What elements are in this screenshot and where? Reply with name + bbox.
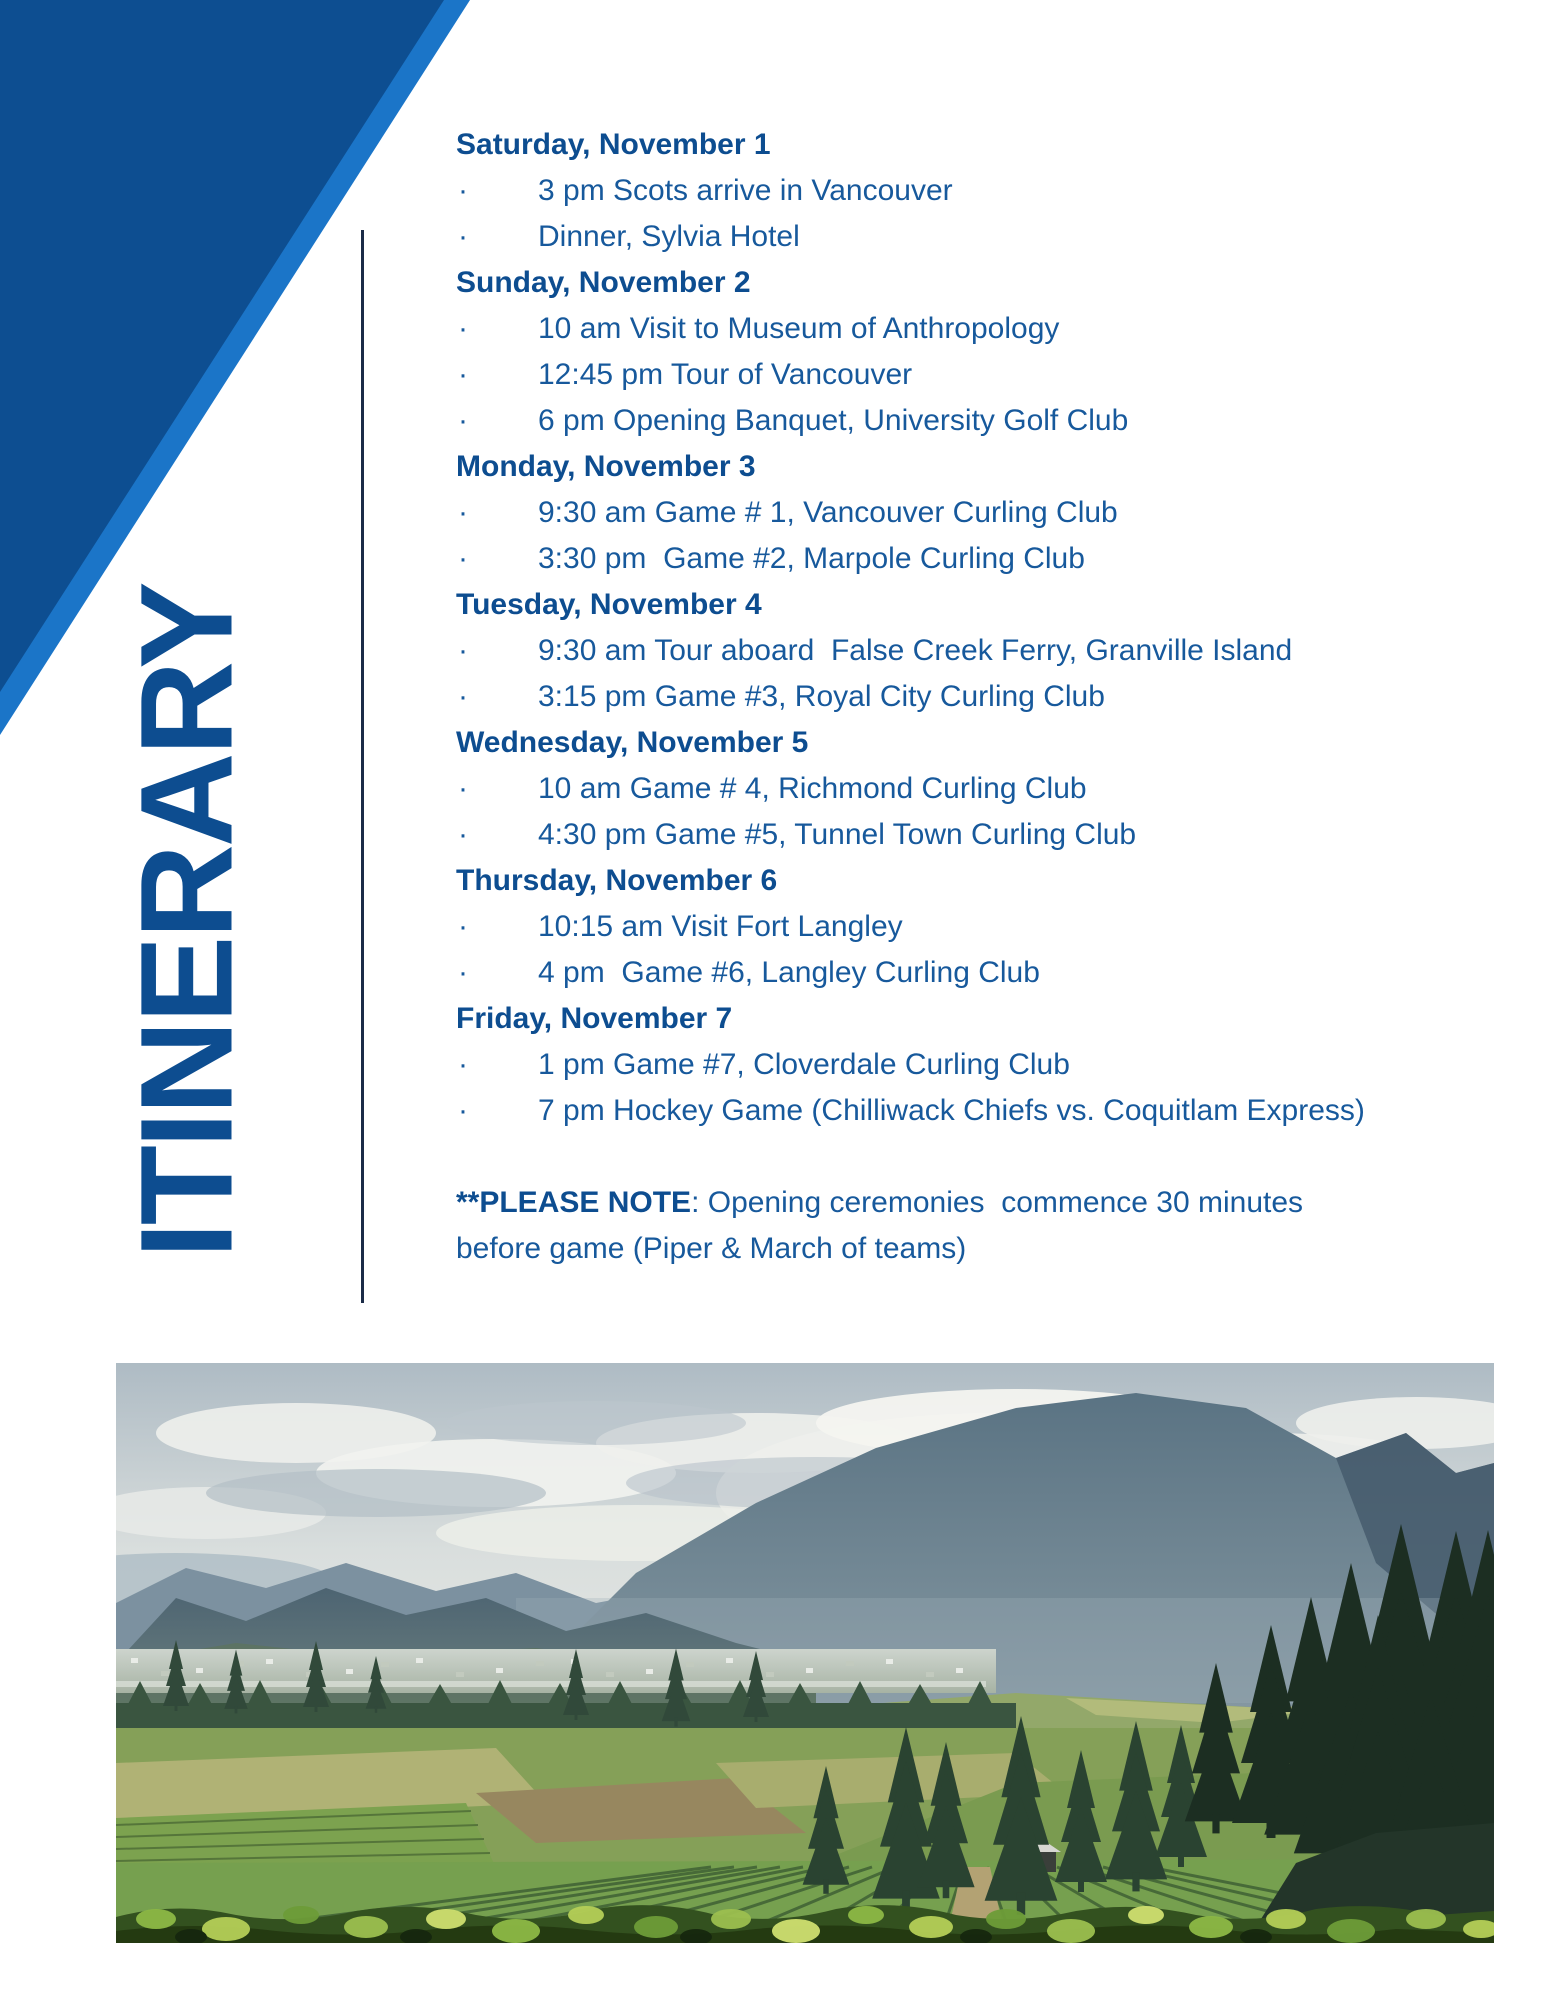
day-items <box>456 1042 1516 1134</box>
item-text: 10 am Visit to Museum of Anthropology <box>538 312 1060 345</box>
bullet-dot-icon: · <box>458 220 468 253</box>
list-item <box>456 1042 1516 1088</box>
day-heading: Monday, November 3 <box>456 450 756 483</box>
itinerary-content <box>456 122 1516 1272</box>
list-item <box>456 904 1516 950</box>
day-items <box>456 306 1516 444</box>
note <box>456 1180 1516 1272</box>
list-item <box>456 628 1516 674</box>
day-section <box>456 582 1516 720</box>
day-heading: Wednesday, November 5 <box>456 726 809 759</box>
day-heading: Sunday, November 2 <box>456 266 751 299</box>
list-item <box>456 168 1516 214</box>
item-text: 3:30 pm Game #2, Marpole Curling Club <box>538 542 1085 575</box>
item-text: 6 pm Opening Banquet, University Golf Club <box>538 404 1129 437</box>
item-text: 7 pm Hockey Game (Chilliwack Chiefs vs. Coquitlam Express) <box>538 1094 1365 1127</box>
item-text: 3 pm Scots arrive in Vancouver <box>538 174 953 207</box>
day-section <box>456 996 1516 1134</box>
list-item <box>456 306 1516 352</box>
day-section <box>456 122 1516 260</box>
list-item <box>456 1088 1516 1134</box>
list-item <box>456 950 1516 996</box>
bullet-dot-icon: · <box>458 542 468 575</box>
bullet-dot-icon: · <box>458 818 468 851</box>
itinerary-list <box>456 122 1516 1134</box>
bullet-dot-icon: · <box>458 1094 468 1127</box>
day-items <box>456 766 1516 858</box>
list-item <box>456 352 1516 398</box>
day-heading: Thursday, November 6 <box>456 864 778 897</box>
day-heading: Saturday, November 1 <box>456 128 771 161</box>
divider-line <box>361 230 364 1303</box>
bullet-dot-icon: · <box>458 496 468 529</box>
bullet-dot-icon: · <box>458 312 468 345</box>
item-text: Dinner, Sylvia Hotel <box>538 220 800 253</box>
item-text: 12:45 pm Tour of Vancouver <box>538 358 913 391</box>
note-bold-label: **PLEASE NOTE <box>456 1186 692 1219</box>
bullet-dot-icon: · <box>458 956 468 989</box>
page-title: ITINERARY <box>112 584 260 1259</box>
day-items <box>456 628 1516 720</box>
item-text: 10 am Game # 4, Richmond Curling Club <box>538 772 1087 805</box>
item-text: 9:30 am Game # 1, Vancouver Curling Club <box>538 496 1118 529</box>
list-item <box>456 398 1516 444</box>
item-text: 1 pm Game #7, Cloverdale Curling Club <box>538 1048 1070 1081</box>
day-items <box>456 168 1516 260</box>
bullet-dot-icon: · <box>458 772 468 805</box>
bullet-dot-icon: · <box>458 910 468 943</box>
bullet-dot-icon: · <box>458 358 468 391</box>
list-item <box>456 812 1516 858</box>
day-heading: Friday, November 7 <box>456 1002 733 1035</box>
bullet-dot-icon: · <box>458 680 468 713</box>
day-section <box>456 444 1516 582</box>
list-item <box>456 490 1516 536</box>
item-text: 4 pm Game #6, Langley Curling Club <box>538 956 1040 989</box>
item-text: 3:15 pm Game #3, Royal City Curling Club <box>538 680 1105 713</box>
bullet-dot-icon: · <box>458 174 468 207</box>
day-heading: Tuesday, November 4 <box>456 588 762 621</box>
list-item <box>456 214 1516 260</box>
bullet-dot-icon: · <box>458 1048 468 1081</box>
day-items <box>456 490 1516 582</box>
list-item <box>456 766 1516 812</box>
note-text: : Opening ceremonies commence 30 minutes <box>691 1186 1304 1219</box>
landscape-photo-svg <box>116 1363 1494 1943</box>
day-section <box>456 858 1516 996</box>
bullet-dot-icon: · <box>458 634 468 667</box>
list-item <box>456 674 1516 720</box>
item-text: 10:15 am Visit Fort Langley <box>538 910 903 943</box>
day-section <box>456 260 1516 444</box>
day-section <box>456 720 1516 858</box>
landscape-photo <box>116 1363 1494 1943</box>
list-item <box>456 536 1516 582</box>
item-text: 9:30 am Tour aboard False Creek Ferry, Granville Island <box>538 634 1293 667</box>
day-items <box>456 904 1516 996</box>
bullet-dot-icon: · <box>458 404 468 437</box>
note-line2: before game (Piper & March of teams) <box>456 1232 967 1265</box>
item-text: 4:30 pm Game #5, Tunnel Town Curling Club <box>538 818 1137 851</box>
